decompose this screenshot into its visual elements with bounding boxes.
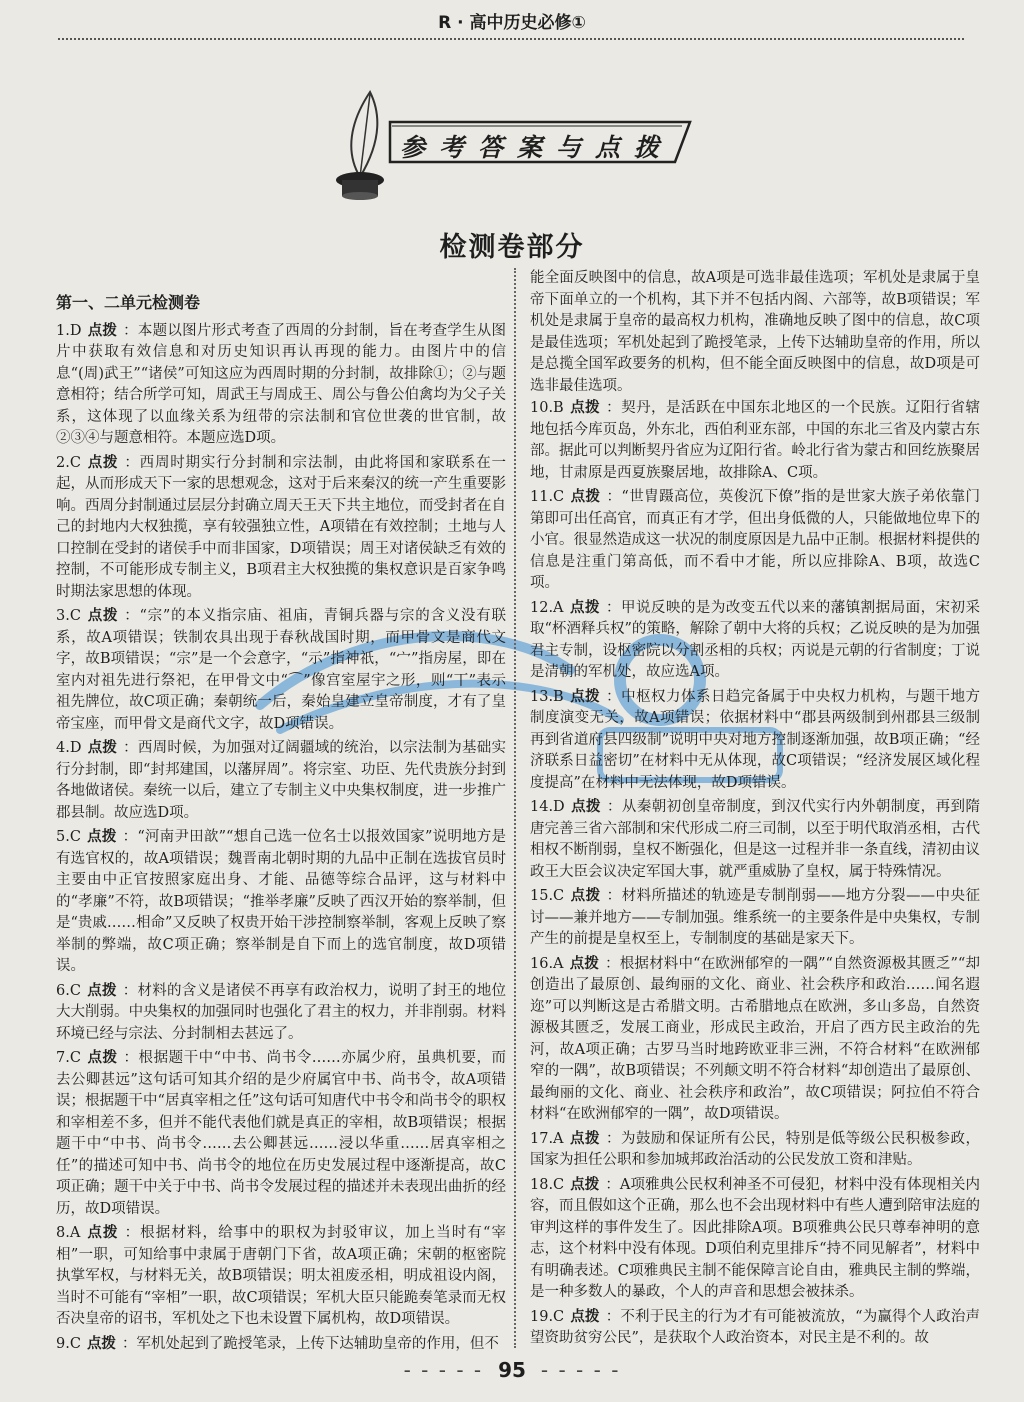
answer-item	[56, 1047, 506, 1220]
answer-number: 5.C	[56, 829, 81, 845]
hint-label: 点拨	[569, 1129, 600, 1147]
answer-number: 3.C	[56, 608, 81, 624]
answer-number: 18.C	[530, 1176, 565, 1193]
answer-item	[530, 953, 980, 1126]
hint-label: 点拨	[86, 1049, 118, 1066]
answer-item	[530, 486, 980, 595]
hint-label: 点拨	[570, 1307, 600, 1325]
answer-explanation: ：材料的含义是诸侯不再享有政治权力，说明了封王的地位大大削弱。中央集权的加强同时也强化了君主的权力，并非削弱。材料环境已经与宗法、分封制相去甚远了。	[56, 982, 507, 1042]
hint-label: 点拨	[86, 1334, 116, 1352]
answer-item	[56, 605, 506, 735]
answer-explanation: ：西周时期实行分封制和宗法制，由此将国和家联系在一起，从而形成天下一家的思想观念，这对于后来秦汉的统一产生重要影响。西周分封制通过层层分封确立周天王天下共主地位，而受封者在自己的封地内大权独揽，享有较强独立性，A项错在有效控制；土地与人口控制在受封的诸侯手中而非国家，D项错误；周王对诸侯缺乏有效的控制，不可能形成专制主义，B项君主大权独揽的集权意识是百家争鸣时期法家思想的体现。	[56, 454, 507, 600]
answer-item	[530, 1306, 980, 1350]
running-header: R · 高中历史必修①	[438, 13, 586, 33]
answer-explanation: ：中枢权力体系日趋完备属于中央权力机构，与题干地方制度演变无关，故A项错误；依据材料中“郡县两级制到州郡县三级制再到省道府县四级制”说明中央对地方控制逐渐加强，故B项正确；“经济联系日益密切”在材料中无从体现，故C项错误；“经济发展区域化程度提高”在材料中无法体现，故D项错误。	[530, 688, 980, 791]
answer-explanation: ：根据材料中“在欧洲郁窄的一隅”“自然资源极其匮乏”“却创造出了最原创、最绚丽的文化、商业、社会秩序和政治……闻名遐迩”可以判断这是古希腊文明。古希腊地点在欧洲，多山多岛，自然资源极其匮乏，发展工商业，形成民主政治，开启了西方民主政治的先河，故A项正确；古罗马当时地跨欧亚非三洲，不符合材料“在欧洲郁窄的一隅”，故B项错误；不列颠文明不符合材料“却创造出了最原创、最绚丽的文化、商业、社会秩序和政治”，故C项错误；阿拉伯不符合材料“在欧洲郁窄的一隅”，故D项错误。	[530, 955, 981, 1122]
hint-label: 点拨	[570, 1175, 600, 1193]
answer-number: 15.C	[530, 888, 565, 904]
answer-explanation: ：“世胄蹑高位，英俊沉下僚”指的是世家大族子弟依靠门第即可出任高官，而真正有才学，但出身低微的人，只能做地位卑下的小官。很显然造成这一状况的制度原因是九品中正制。根据材料提供的信息是注重门第高低，而不看中才能，所以应排除A、B项，故选C项。	[530, 489, 981, 591]
answer-explanation: ：从秦朝初创皇帝制度，到汉代实行内外朝制度，再到隋唐完善三省六部制和宋代形成二府三司制，以至于明代取消丞相，古代相权不断削弱，皇权不断强化，但是这一过程并非一条直线，清初由议政王大臣会议决定军国大事，就严重威胁了皇权，属于特殊情况。	[530, 799, 980, 880]
answer-item	[530, 1128, 980, 1172]
hint-label: 点拨	[569, 954, 600, 972]
answer-number: 1.D	[56, 322, 82, 339]
answer-number: 17.A	[530, 1130, 564, 1147]
answer-explanation: ：西周时候，为加强对辽阔疆域的统治，以宗法制为基础实行分封制，即“封邦建国，以藩屏周”。将宗室、功臣、先代贵族分封到各地做诸侯。秦统一以后，建立了专制主义中央集权制度，进一步推广郡县制。故应选D项。	[56, 740, 507, 821]
hint-label: 点拨	[87, 739, 118, 756]
answer-number: 2.C	[56, 454, 81, 471]
answer-item	[56, 826, 506, 978]
answer-item	[530, 686, 980, 795]
header-divider	[58, 38, 964, 40]
left-column	[56, 268, 506, 1357]
answer-item	[56, 1222, 506, 1331]
hint-label: 点拨	[569, 598, 600, 616]
answer-explanation: ：根据材料，给事中的职权为封驳审议，加上当时有“宰相”一职，可知给事中隶属于唐朝门下省，故A项正确；宋朝的枢密院执掌军权，与材料无关，故B项错误；明太祖废丞相，明成祖设内阁，当时不可能有“宰相”一职，故C项错误；军机大臣只能跪奏笔录而无权否决皇帝的诏书，军机处之下也未设置下属机构，故D项错误。	[56, 1225, 507, 1327]
answer-number: 8.A	[56, 1225, 81, 1241]
unit-title: 第一、二单元检测卷	[56, 293, 201, 312]
hint-label: 点拨	[570, 887, 601, 904]
answer-explanation: ：材料所描述的轨迹是专制削弱——地方分裂——中央征讨——兼并地方——专制加强。维系统一的主要条件是中央集权，专制产生的前提是皇权至上，专制制度的基础是家天下。	[530, 888, 981, 947]
hint-label: 点拨	[569, 687, 601, 705]
page-number: 95	[498, 1358, 526, 1382]
answer-item	[56, 737, 506, 824]
answer-explanation: ：为鼓励和保证所有公民，特别是低等级公民积极参政，国家为担任公职和参加城邦政治活动的公民发放工资和津贴。	[530, 1130, 981, 1168]
hint-label: 点拨	[86, 453, 119, 471]
answer-number: 10.B	[530, 400, 564, 416]
answer-explanation: ：不利于民主的行为才有可能被流放，“为赢得个人政治声望资助贫穷公民”，是获取个人政治资本，对民主是不利的。故	[530, 1308, 980, 1346]
answer-number: 4.D	[56, 740, 82, 756]
answer-explanation: ：“河南尹田歆”“想自己选一位名士以报效国家”说明地方是有选官权的，故A项错误；魏晋南北朝时期的九品中正制在选拔官员时主要由中正官按照家庭出身、才能、品德等综合品评，这与材料中的“孝廉”不符，故B项错误；“推举孝廉”反映了西汉开始的察举制，但是“贵戚……相命”又反映了权贵开始干涉控制察举制，客观上反映了察举制的弊端，故C项正确；察举制是自下而上的选官制度，故D项错误。	[56, 829, 507, 974]
answer-number: 14.D	[530, 799, 565, 815]
answer-explanation: ：本题以图片形式考查了西周的分封制，旨在考查学生从图片中获取有效信息和对历史知识再认再现的能力。由图片中的信息“(周)武王”“诸侯”可知这应为西周时期的分封制，故排除①；②与题意相符；结合所学可知，周武王与周成王、周公与鲁公伯禽均为父子关系，这体现了以血缘关系为纽带的宗法制和官位世袭的世官制，故②③④与题意相符。本题应选D项。	[56, 322, 507, 446]
answer-explanation: ：契丹，是活跃在中国东北地区的一个民族。辽阳行省辖地包括今库页岛，外东北，西伯利亚东部，中国的东北三省及内蒙古东部。据此可以判断契丹省应为辽阳行省。岭北行省为蒙古和回纥族聚居地，甘肃原是西夏族聚居地，故排除A、C项。	[530, 400, 980, 481]
answer-number: 19.C	[530, 1308, 565, 1325]
right-column	[530, 268, 980, 1352]
hint-label: 点拨	[87, 321, 118, 339]
hint-label: 点拨	[86, 828, 117, 845]
hint-label: 点拨	[570, 488, 601, 505]
answer-item	[530, 796, 980, 883]
answer-item	[530, 397, 980, 484]
column-divider	[514, 268, 516, 1348]
answer-number: 6.C	[56, 982, 81, 999]
answer-number: 16.A	[530, 955, 564, 972]
hint-label: 点拨	[86, 981, 117, 999]
page-footer	[0, 1358, 1024, 1382]
answer-number: 9.C	[56, 1335, 81, 1352]
answer-item	[56, 320, 506, 450]
answer-item	[56, 1333, 506, 1356]
answer-item	[530, 1174, 980, 1304]
hint-label: 点拨	[86, 607, 119, 624]
hint-label: 点拨	[86, 1224, 119, 1241]
footer-dash-left: - - - - -	[403, 1358, 484, 1382]
answer-number: 11.C	[530, 489, 565, 505]
hint-label: 点拨	[569, 399, 601, 416]
answer-explanation: ：根据题干中“中书、尚书令……亦属少府，虽典机要，而去公卿甚远”这句话可知其介绍的是少府属官中书、尚书令，故A项错误；根据题干中“居真宰相之任”这句话可知唐代中书令和尚书令的职权和宰相差不多，但并不能代表他们就是真正的宰相，故B项错误；根据题干中“中书、尚书令……去公卿甚远……浸以华重……居真宰相之任”的描述可知中书、尚书令的地位在历史发展过程中逐渐提高，故C项正确；题干中关于中书、尚书令发展过程的描述并未表现出曲折的经历，故D项错误。	[56, 1050, 506, 1217]
answer-item	[56, 452, 506, 604]
section-title: 检测卷部分	[439, 232, 585, 263]
answer-item	[56, 980, 506, 1046]
hint-label: 点拨	[570, 798, 601, 815]
answer-item	[530, 597, 980, 684]
answer-explanation: ：A项雅典公民权利神圣不可侵犯，材料中没有体现相关内容，而且假如这个正确，那么也不会出现材料中有些人遭到陪审法庭的审判这样的事件发生了。因此排除A项。B项雅典公民只尊奉神明的意志，这个材料中没有体现。D项伯利克里排斥“持不同见解者”，材料中有明确表述。C项雅典民主制不能保障言论自由，雅典民主制的弊端，是一种多数人的暴政，个人的声音和思想会被抹杀。	[530, 1176, 980, 1300]
answer-explanation: ：军机处起到了跪授笔录，上传下达辅助皇帝的作用，但不	[121, 1335, 499, 1352]
answer-explanation: ：甲说反映的是为改变五代以来的藩镇割据局面，宋初采取“杯酒释兵权”的策略，解除了朝中大将的兵权；乙说反映的是为加强君主专制，设枢密院以分割丞相的兵权；丙说是元朝的行省制度；丁说是清朝的军机处，故应选A项。	[530, 599, 981, 680]
answer-number: 7.C	[56, 1050, 81, 1066]
answer-explanation: ：“宗”的本义指宗庙、祖庙，青铜兵器与宗的含义没有联系，故A项错误；铁制农具出现于春秋战国时期，而甲骨文是商代文字，故B项错误；“宗”是一个会意字，“示”指神祇，“宀”指房屋，即在室内对祖先进行祭祀，在甲骨文中“⌒”像宫室屋宇之形，则“丅”表示祖先牌位，故C项正确；秦朝统一后，秦始皇建立皇帝制度，才有了皇帝宝座，而甲骨文是商代文字，故D项错误。	[56, 608, 507, 732]
answer-number: 12.A	[530, 599, 564, 616]
answer-number: 13.B	[530, 688, 564, 705]
footer-dash-right: - - - - -	[540, 1358, 621, 1382]
answer-item	[530, 885, 980, 951]
continued-answer-text: 能全面反映图中的信息，故A项是可选非最佳选项；军机处是隶属于皇帝下面单立的一个机构，其下并不包括内阁、六部等，故B项错误；军机处是隶属于皇帝的最高权力机构，准确地反映了图中的信息，故C项是最佳选项；军机处起到了跪授笔录，上传下达辅助皇帝的作用，所以是总揽全国军政要务的机构，但不能全面反映图中的信息，故D项是可选非最佳选项。	[530, 270, 980, 394]
banner-title: 参考答案与点拨	[400, 133, 674, 162]
